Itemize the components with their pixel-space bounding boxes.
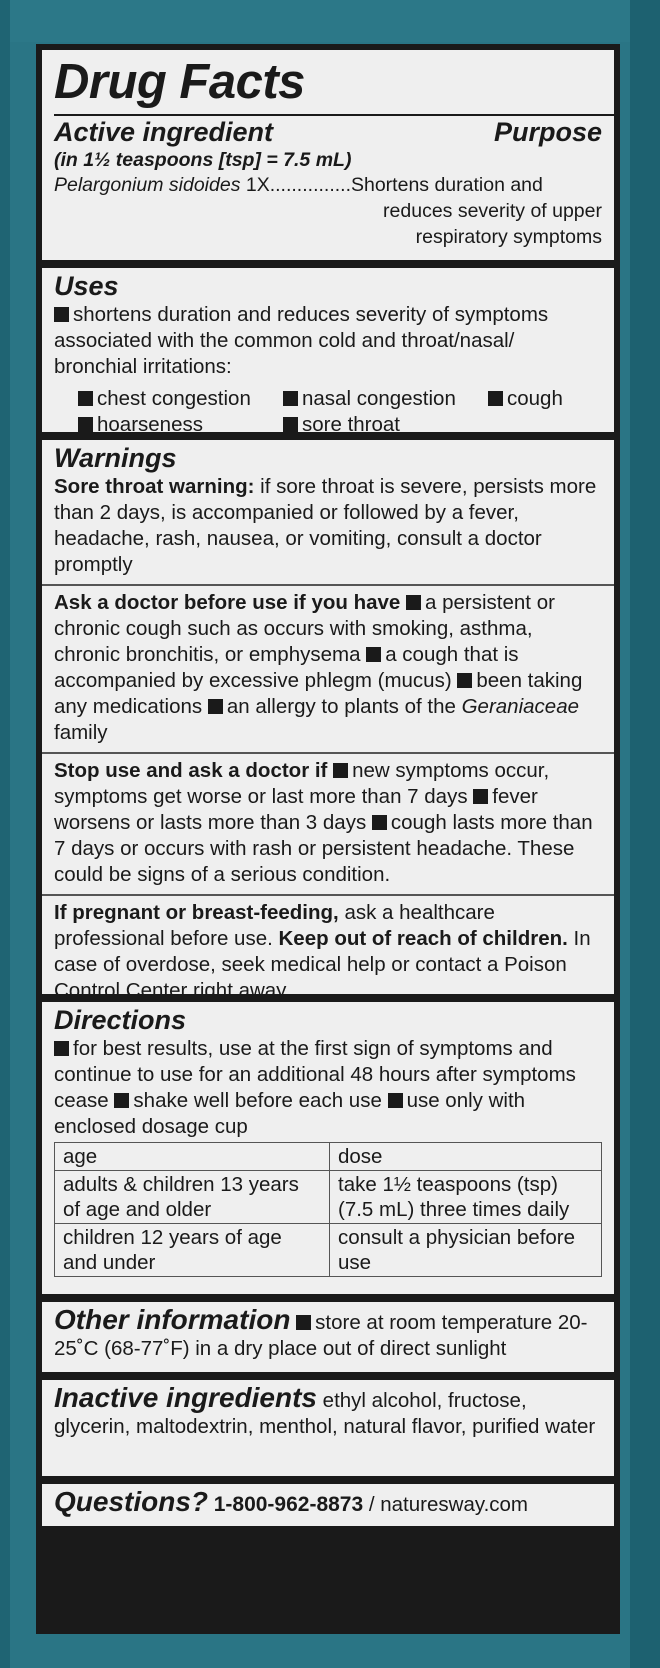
inactive-ingredients-section (42, 1380, 614, 1476)
pregnancy-warning: If pregnant or breast-feeding, ask a healthcare professional before use. Keep out of reach of children. In case of overdose, seek medical help or contact a Poison Control Center right away. (54, 901, 591, 1002)
drug-facts-header-section (42, 50, 614, 260)
active-ingredient-heading: Active ingredient (54, 117, 274, 147)
purpose-heading: Purpose (493, 117, 602, 147)
stop-use-warning: Stop use and ask a doctor if new symptoms occur, symptoms get worse or last more than 7 days fever worsens or lasts more than 3 days cough lasts more than 7 days or occurs with rash or persistent headache. These could be signs of a serious condition. (54, 759, 593, 886)
other-information-section (42, 1302, 614, 1372)
ingredient-suffix: 1X...............Shortens duration and (240, 174, 543, 196)
table-header: age (55, 1143, 330, 1171)
uses-section (42, 268, 614, 436)
uses-heading: Uses (54, 271, 119, 301)
warnings-divider (42, 894, 614, 896)
uses-text: shortens duration and reduces severity of symptoms associated with the common cold and throat/nasal/ bronchial irritations: (54, 303, 549, 378)
active-heading-row (54, 116, 602, 148)
warnings-section (42, 440, 614, 1002)
symptom-list (54, 386, 602, 438)
dosage-table (54, 1142, 602, 1277)
directions-section (42, 1002, 614, 1294)
box-right-edge (630, 0, 660, 1668)
symptom-item: cough (488, 386, 608, 412)
questions-section (42, 1484, 614, 1526)
table-cell: consult a physician before use (330, 1224, 602, 1277)
table-row (55, 1224, 602, 1277)
symptom-item: hoarseness (78, 412, 283, 438)
symptom-item: chest congestion (78, 386, 283, 412)
questions-text: Questions? 1-800-962-8873 / naturesway.com (54, 1486, 528, 1517)
directions-text: for best results, use at the first sign of symptoms and continue to use for an additional 48 hours after symptoms cease shake well before each use use only with enclosed dosage cup (54, 1037, 576, 1138)
ask-doctor-warning: Ask a doctor before use if you have a persistent or chronic cough such as occurs with smoking, asthma, chronic bronchitis, or emphysema a cough that is accompanied by excessive phlegm (mucus) been taking any medications an allergy to plants of the Geraniaceae family (54, 591, 583, 744)
symptom-item: nasal congestion (283, 386, 488, 412)
table-header-row (55, 1143, 602, 1171)
warnings-divider (42, 584, 614, 586)
purpose-line-2: reduces severity of upper (383, 200, 602, 222)
table-cell: take 1½ teaspoons (tsp) (7.5 mL) three times daily (330, 1171, 602, 1224)
box-top-edge (0, 0, 660, 42)
bullet-square (54, 307, 69, 322)
dose-amount: (in 1½ teaspoons [tsp] = 7.5 mL) (54, 149, 352, 171)
active-ingredient-line (54, 172, 602, 198)
other-information-text: Other information store at room temperature 20-25˚C (68-77˚F) in a dry place out of direct sunlight (54, 1304, 588, 1360)
sore-throat-warning: Sore throat warning: if sore throat is severe, persists more than 2 days, is accompanied or followed by a fever, headache, rash, nausea, or vomiting, consult a doctor promptly (54, 475, 597, 576)
purpose-line-3: respiratory symptoms (415, 226, 602, 248)
directions-heading: Directions (54, 1005, 187, 1035)
inactive-ingredients-text: Inactive ingredients ethyl alcohol, fructose, glycerin, maltodextrin, menthol, natural flavor, purified water (54, 1382, 596, 1438)
table-row (55, 1171, 602, 1224)
drug-facts-title: Drug Facts (54, 55, 305, 109)
ingredient-name: Pelargonium sidoides (54, 174, 241, 196)
drug-facts-panel (36, 44, 620, 1634)
warnings-heading: Warnings (54, 443, 177, 473)
website: / naturesway.com (363, 1493, 528, 1516)
table-cell: children 12 years of age and under (55, 1224, 330, 1277)
phone-number: 1-800-962-8873 (213, 1493, 364, 1516)
warnings-divider (42, 752, 614, 754)
symptom-item: sore throat (283, 412, 488, 438)
box-left-edge (0, 0, 10, 1668)
table-cell: adults & children 13 years of age and older (55, 1171, 330, 1224)
table-header: dose (330, 1143, 602, 1171)
